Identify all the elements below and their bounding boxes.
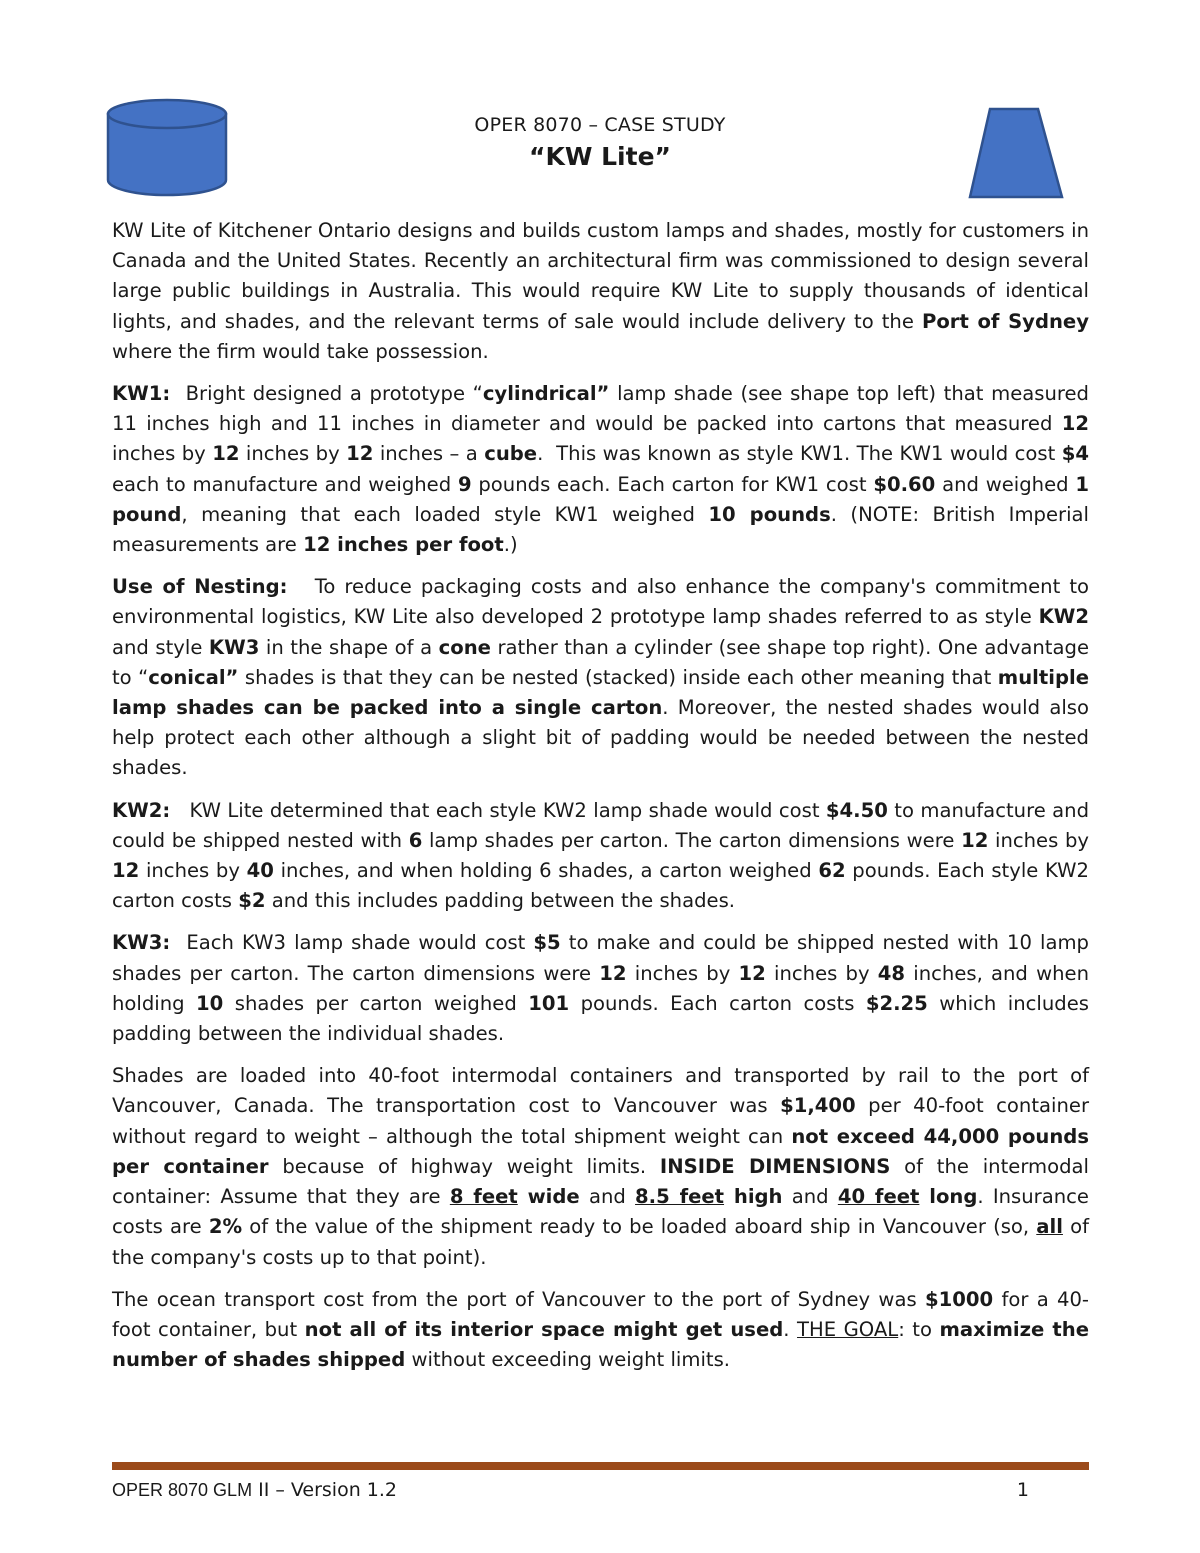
kw3-label: KW3: <box>112 931 171 955</box>
document-header <box>300 112 900 174</box>
paragraph-intro: KW Lite of Kitchener Ontario designs and builds custom lamps and shades, mostly for customers in Canada and the United States. Recently an architectural firm was commissioned to design several large public buildings in Australia. This would require KW Lite to supply thousands of identical lights, and shades, and the relevant terms of sale would include delivery to the Port of Sydney where the firm would take possession. <box>112 219 1089 363</box>
case-title: “KW Lite” <box>529 142 671 171</box>
kw1-label: KW1: <box>112 382 171 406</box>
kw3-text: Each KW3 lamp shade would cost $5 to make and could be shipped nested with 10 lamp shades per carton. The carton dimensions were 12 inches by 12 inches by 48 inches, and when holding 10 shades per carton weighed 101 pounds. Each carton costs $2.25 which includes padding between the individual shades. <box>112 931 1089 1046</box>
nesting-text: To reduce packaging costs and also enhance the company's commitment to environmental logistics, KW Lite also developed 2 prototype lamp shades referred to as style KW2 and style KW3 in the shape of a cone rather than a cylinder (see shape top right). One advantage to “conical” shades is that they can be nested (stacked) inside each other meaning that multiple lamp shades can be packed into a single carton. Moreover, the nested shades would also help protect each other although a slight bit of padding would be needed between the nested shades. <box>112 575 1090 780</box>
kw2-label: KW2: <box>112 798 171 822</box>
paragraph-kw1 <box>112 379 1089 560</box>
page-number: 1 <box>1016 1479 1029 1501</box>
footer-course-code: OPER 8070 GLM <box>112 1480 253 1500</box>
nesting-label: Use of Nesting: <box>112 575 288 599</box>
kw2-text: KW Lite determined that each style KW2 lamp shade would cost $4.50 to manufacture and could be shipped nested with 6 lamp shades per carton. The carton dimensions were 12 inches by 12 inches by 40 inches, and when holding 6 shades, a carton weighed 62 pounds. Each style KW2 carton costs $2 and this includes padding between the shades. <box>112 798 1090 913</box>
paragraph-nesting <box>112 572 1089 783</box>
paragraph-kw3 <box>112 928 1089 1049</box>
paragraph-ocean-goal: The ocean transport cost from the port of Vancouver to the port of Sydney was $1000 for a 40-foot container, but not all of its interior space might get used. THE GOAL: to maximize the number of shades shipped without exceeding weight limits. <box>112 1287 1089 1372</box>
cylinder-icon <box>104 98 230 202</box>
footer-divider <box>112 1462 1089 1470</box>
kw1-text: Bright designed a prototype “cylindrical” lamp shade (see shape top left) that measured 11 inches high and 11 inches in diameter and would be packed into cartons that measured 12 inches by 12 inches by 12 inches – a cube. This was known as style KW1. The KW1 would cost $4 each to manufacture and weighed 9 pounds each. Each carton for KW1 cost $0.60 and weighed 1 pound, meaning that each loaded style KW1 weighed 10 pounds. (NOTE: British Imperial measurements are 12 inches per foot.) <box>112 382 1090 557</box>
cone-icon <box>966 106 1066 204</box>
paragraph-kw2 <box>112 796 1089 917</box>
page-footer <box>112 1476 1089 1504</box>
course-heading: OPER 8070 – CASE STUDY <box>474 114 726 136</box>
document-body <box>112 216 1089 1387</box>
paragraph-shipping: Shades are loaded into 40-foot intermodal containers and transported by rail to the port of Vancouver, Canada. The transportation cost to Vancouver was $1,400 per 40-foot container without regard to weight – although the total shipment weight can not exceed 44,000 pounds per container because of highway weight limits. INSIDE DIMENSIONS of the intermodal container: Assume that they are 8 feet wide and 8.5 feet high and 40 feet long. Insurance costs are 2% of the value of the shipment ready to be loaded aboard ship in Vancouver (so, all of the company's costs up to that point). <box>112 1064 1089 1269</box>
footer-version: II – Version 1.2 <box>252 1479 398 1501</box>
